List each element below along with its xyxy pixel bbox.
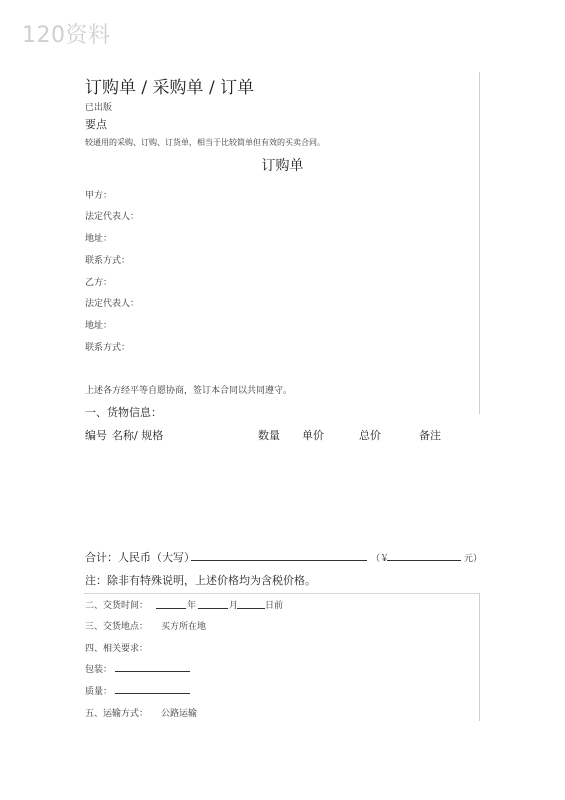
quality-blank[interactable] <box>115 684 190 694</box>
total-amount-words-blank[interactable] <box>191 551 367 561</box>
party-a-address-label: 地址： <box>85 234 113 244</box>
requirements-label: 四、相关要求： <box>85 644 149 654</box>
delivery-time-label: 二、交货时间： <box>85 601 149 611</box>
transport-value: 公路运输 <box>161 709 198 719</box>
party-b-label: 乙方： <box>85 278 113 288</box>
delivery-day-label: 日前 <box>265 601 284 611</box>
col-header-name-spec: 名称/ 规格 <box>112 429 164 442</box>
goods-section-heading: 一、货物信息： <box>85 406 162 419</box>
col-header-remarks: 备注 <box>419 429 441 442</box>
points-label: 要点 <box>85 118 107 131</box>
watermark-logo: 120资料 <box>22 23 111 48</box>
col-header-number: 编号 <box>85 429 107 442</box>
col-header-unit-price: 单价 <box>302 429 324 442</box>
party-a-label: 甲方： <box>85 191 113 201</box>
packaging-blank[interactable] <box>115 662 190 672</box>
party-b-contact-label: 联系方式： <box>85 343 131 353</box>
page-border-right <box>479 72 480 414</box>
total-amount-number-blank[interactable] <box>387 551 461 561</box>
tax-note: 注：除非有特殊说明，上述价格均为含税价格。 <box>85 574 316 587</box>
document-title: 订购单 / 采购单 / 订单 <box>85 78 255 98</box>
delivery-year-blank[interactable] <box>156 599 186 609</box>
section-divider <box>84 593 480 594</box>
form-title: 订购单 <box>261 158 304 174</box>
delivery-month-label: 月 <box>229 601 239 611</box>
transport-label: 五、运输方式： <box>85 709 149 719</box>
total-yuan-close: 元） <box>464 554 483 564</box>
delivery-year-label: 年 <box>187 601 197 611</box>
section-border-right <box>479 593 480 721</box>
delivery-place-value: 买方所在地 <box>161 622 207 632</box>
party-b-rep-label: 法定代表人： <box>85 299 140 309</box>
packaging-label: 包装： <box>85 665 113 675</box>
quality-label: 质量： <box>85 687 113 697</box>
party-a-contact-label: 联系方式： <box>85 256 131 266</box>
total-amount-label: 合计：人民币（大写） <box>85 551 195 564</box>
summary-text: 较通用的采购、订购、订货单，相当于比较简单但有效的买卖合同。 <box>85 138 325 147</box>
agreement-text: 上述各方经平等自愿协商，签订本合同以共同遵守。 <box>85 386 293 396</box>
status-label: 已出版 <box>85 103 113 113</box>
col-header-total-price: 总价 <box>359 429 381 442</box>
delivery-day-blank[interactable] <box>237 599 265 609</box>
total-yuan-open: （￥ <box>371 554 390 564</box>
party-b-address-label: 地址： <box>85 321 113 331</box>
col-header-quantity: 数量 <box>258 429 280 442</box>
delivery-place-label: 三、交货地点： <box>85 622 149 632</box>
party-a-rep-label: 法定代表人： <box>85 212 140 222</box>
delivery-month-blank[interactable] <box>198 599 228 609</box>
